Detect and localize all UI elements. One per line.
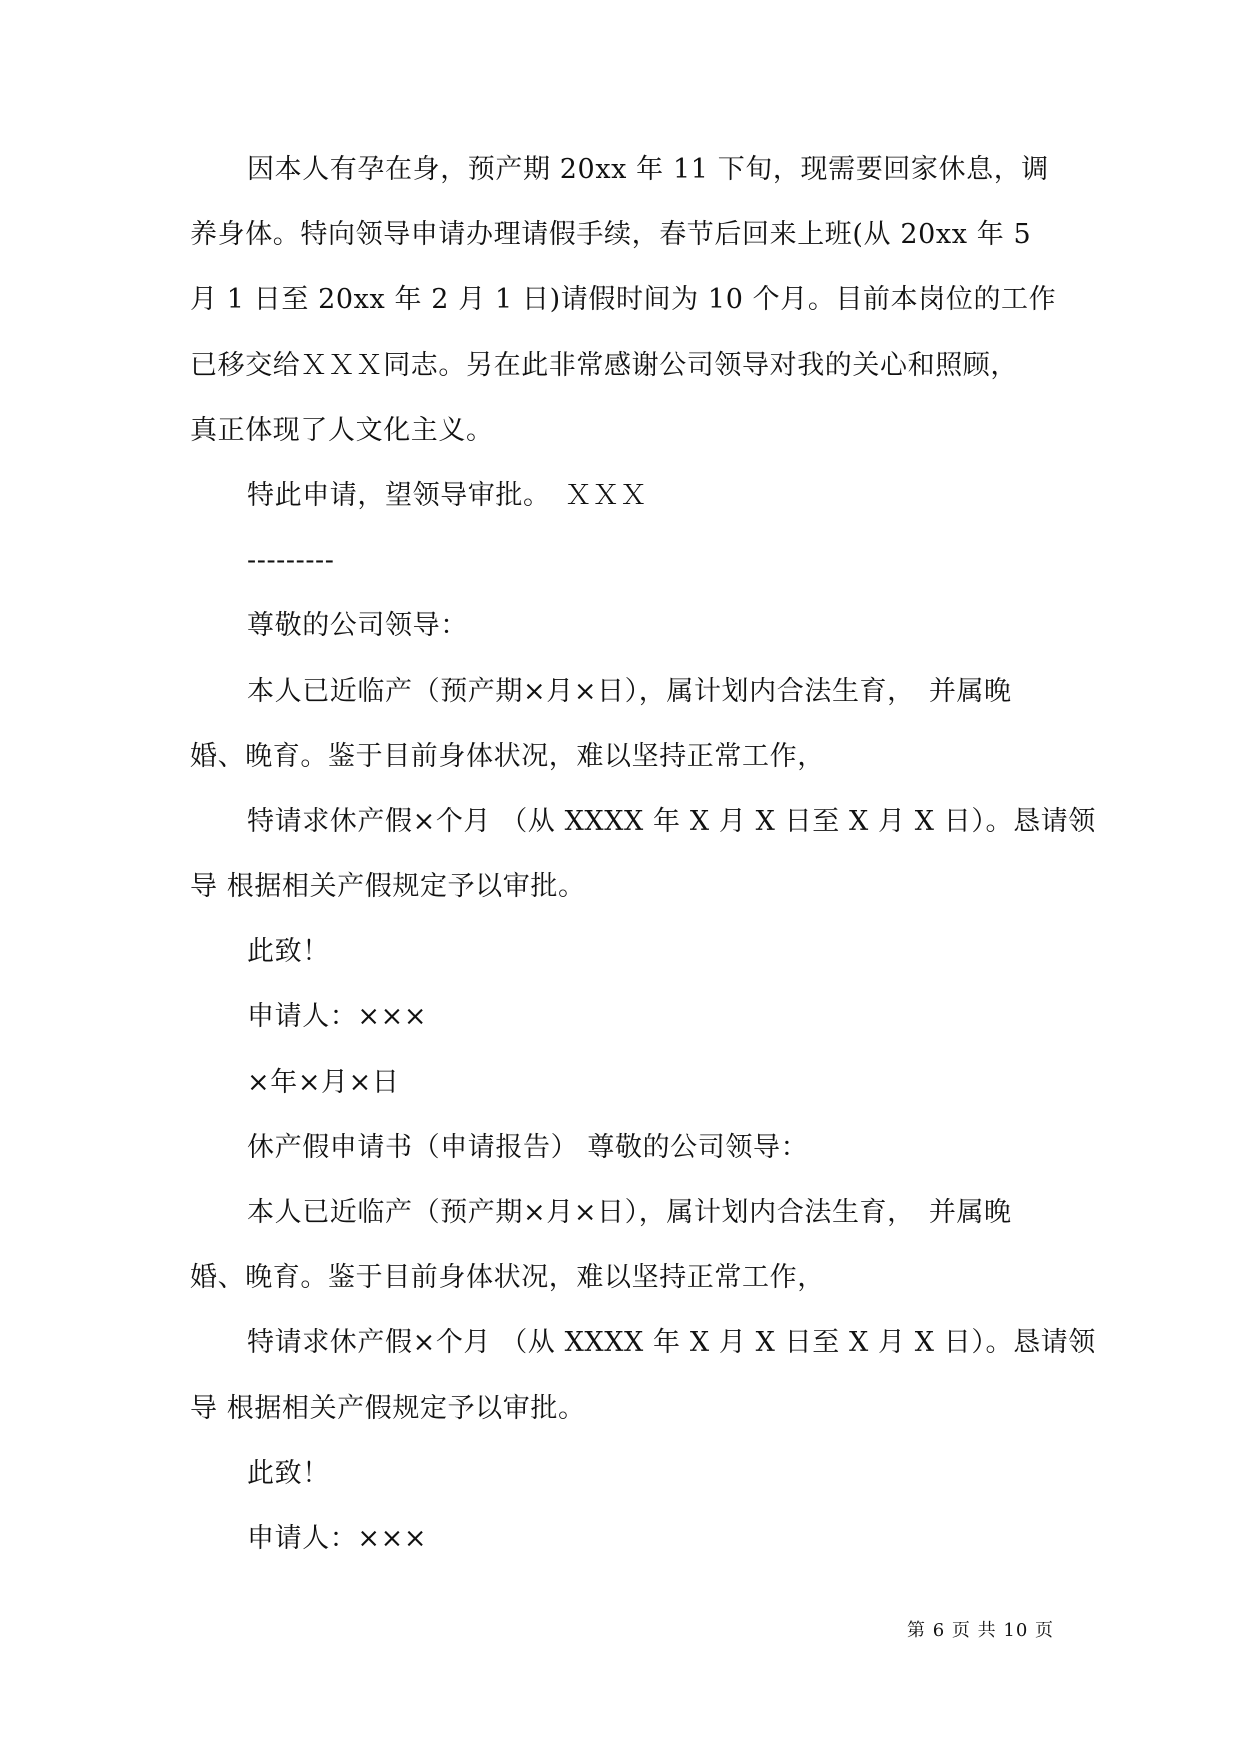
date-line: ×年×月×日 — [247, 1066, 400, 1098]
paragraph-line: 真正体现了人文化主义。 — [190, 414, 494, 446]
paragraph-line: 月 1 日至 20xx 年 2 月 1 日)请假时间为 10 个月。目前本岗位的工作 — [190, 284, 1057, 316]
closing-line: 此致！ — [247, 936, 330, 968]
paragraph-line: 本人已近临产（预产期×月×日），属计划内合法生育， 并属晚 — [247, 675, 1012, 707]
paragraph-line: 已移交给ＸＸＸ同志。另在此非常感谢公司领导对我的关心和照顾， — [190, 349, 1018, 381]
paragraph-line: 婚、晚育。鉴于目前身体状况，难以坚持正常工作， — [190, 740, 825, 772]
paragraph-line: 特请求休产假×个月 （从 XXXX 年 X 月 X 日至 X 月 X 日）。恳请领 — [247, 805, 1096, 837]
applicant-line: 申请人：××× — [247, 1522, 428, 1554]
separator-line: --------- — [247, 545, 335, 577]
paragraph-line: 本人已近临产（预产期×月×日），属计划内合法生育， 并属晚 — [247, 1197, 1012, 1228]
applicant-line: 申请人：××× — [247, 1001, 428, 1033]
page-number-footer: 第 6 页 共 10 页 — [907, 1620, 1054, 1641]
paragraph-line: 特此申请，望领导审批。 ＸＸＸ — [247, 479, 648, 511]
paragraph-line: 养身体。特向领导申请办理请假手续，春节后回来上班(从 20xx 年 5 — [190, 219, 1032, 251]
closing-line: 此致！ — [247, 1457, 330, 1489]
section-heading: 休产假申请书（申请报告） 尊敬的公司领导： — [247, 1131, 809, 1163]
paragraph-line: 导 根据相关产假规定予以审批。 — [190, 871, 586, 903]
paragraph-line: 因本人有孕在身，预产期 20xx 年 11 下旬，现需要回家休息，调 — [247, 154, 1049, 185]
paragraph-line: 导 根据相关产假规定予以审批。 — [190, 1392, 586, 1424]
salutation: 尊敬的公司领导： — [247, 610, 468, 642]
paragraph-line: 婚、晚育。鉴于目前身体状况，难以坚持正常工作， — [190, 1262, 825, 1294]
document-body — [190, 152, 1096, 1586]
paragraph-line: 特请求休产假×个月 （从 XXXX 年 X 月 X 日至 X 月 X 日）。恳请领 — [247, 1327, 1096, 1359]
